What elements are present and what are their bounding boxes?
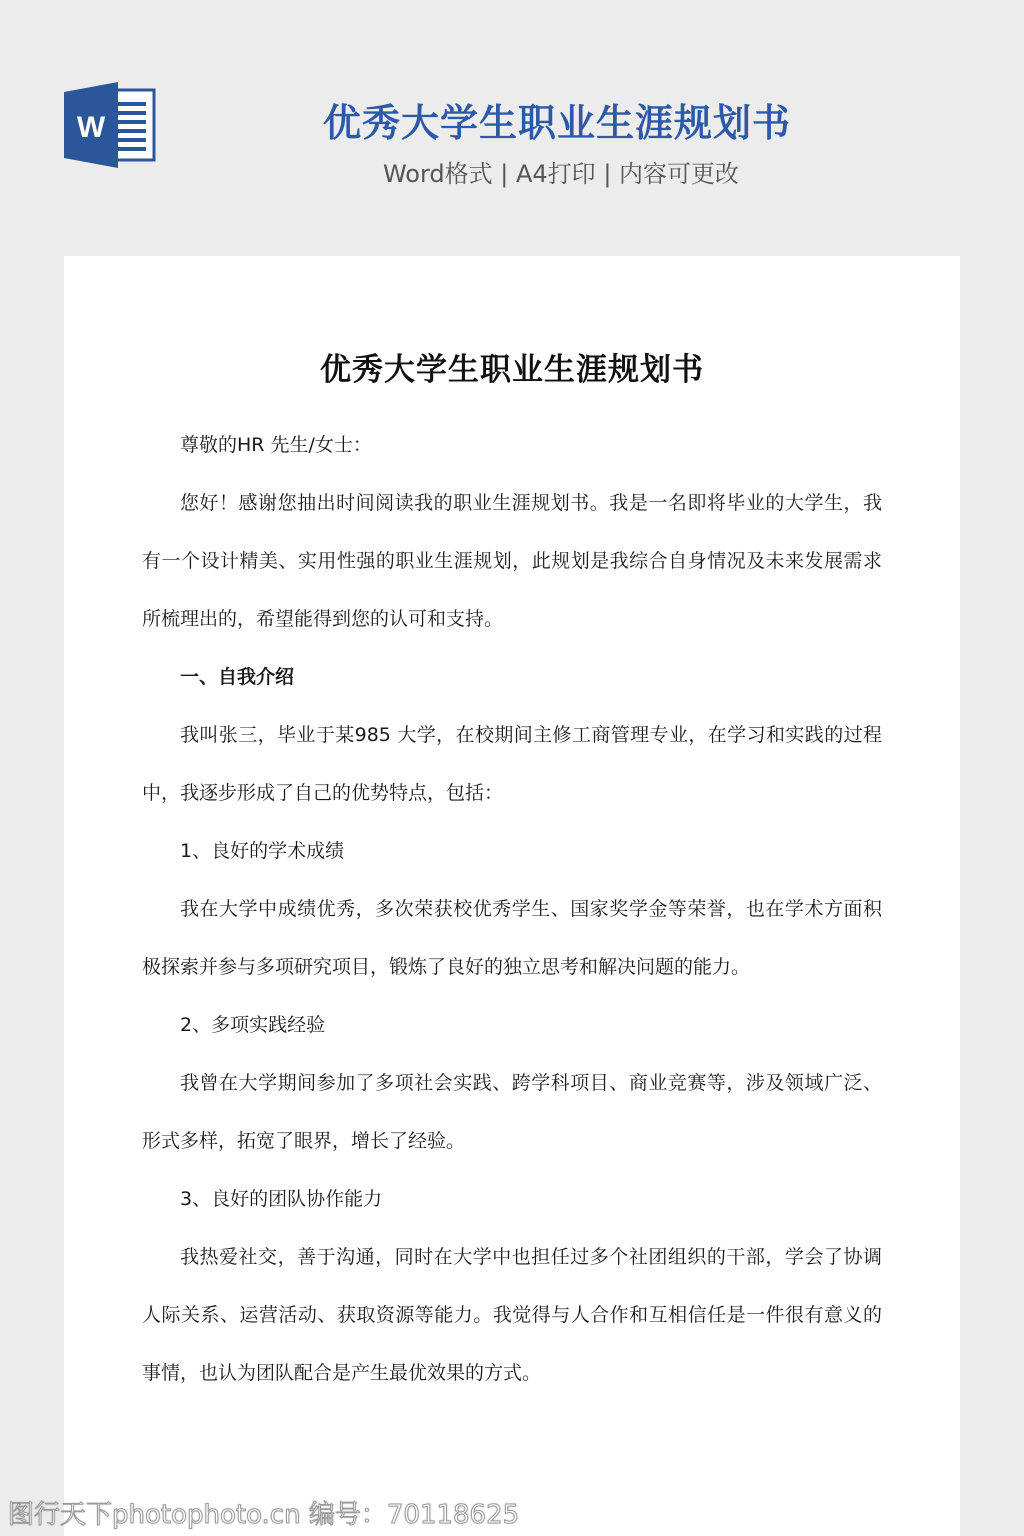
strength-heading-teamwork: 3、良好的团队协作能力	[180, 1188, 383, 1210]
intro-paragraph: 您好！感谢您抽出时间阅读我的职业生涯规划书。我是一名即将毕业的大学生，我有一个设计精美、实用性强的职业生涯规划，此规划是我综合自身情况及未来发展需求所梳理出的，希望能得到您的认可和支持。	[142, 492, 882, 630]
self-intro-paragraph: 我叫张三，毕业于某985 大学，在校期间主修工商管理专业，在学习和实践的过程中，我逐步形成了自己的优势特点，包括：	[142, 724, 882, 804]
word-logo-letter: W	[76, 111, 106, 144]
practice-paragraph: 我曾在大学期间参加了多项社会实践、跨学科项目、商业竞赛等，涉及领域广泛、形式多样，拓宽了眼界，增长了经验。	[142, 1072, 882, 1152]
document-title: 优秀大学生职业生涯规划书	[320, 352, 704, 388]
strength-heading-academic: 1、良好的学术成绩	[180, 840, 345, 862]
strength-heading-practice: 2、多项实践经验	[180, 1014, 326, 1036]
page-header	[0, 0, 1024, 256]
document-page	[64, 256, 960, 1536]
header-title: 优秀大学生职业生涯规划书	[322, 101, 791, 145]
watermark-text: 图行天下photophoto.cn 编号：70118625	[8, 1500, 520, 1530]
document-body	[142, 416, 882, 1402]
section-heading-self-intro: 一、自我介绍	[180, 666, 295, 688]
header-subtitle: Word格式 | A4打印 | 内容可更改	[382, 160, 740, 188]
salutation: 尊敬的HR 先生/女士：	[180, 434, 372, 456]
teamwork-paragraph: 我热爱社交，善于沟通，同时在大学中也担任过多个社团组织的干部，学会了协调人际关系、运营活动、获取资源等能力。我觉得与人合作和互相信任是一件很有意义的事情，也认为团队配合是产生最优效果的方式。	[142, 1246, 882, 1384]
academic-paragraph: 我在大学中成绩优秀，多次荣获校优秀学生、国家奖学金等荣誉，也在学术方面积极探索并参与多项研究项目，锻炼了良好的独立思考和解决问题的能力。	[142, 898, 882, 978]
